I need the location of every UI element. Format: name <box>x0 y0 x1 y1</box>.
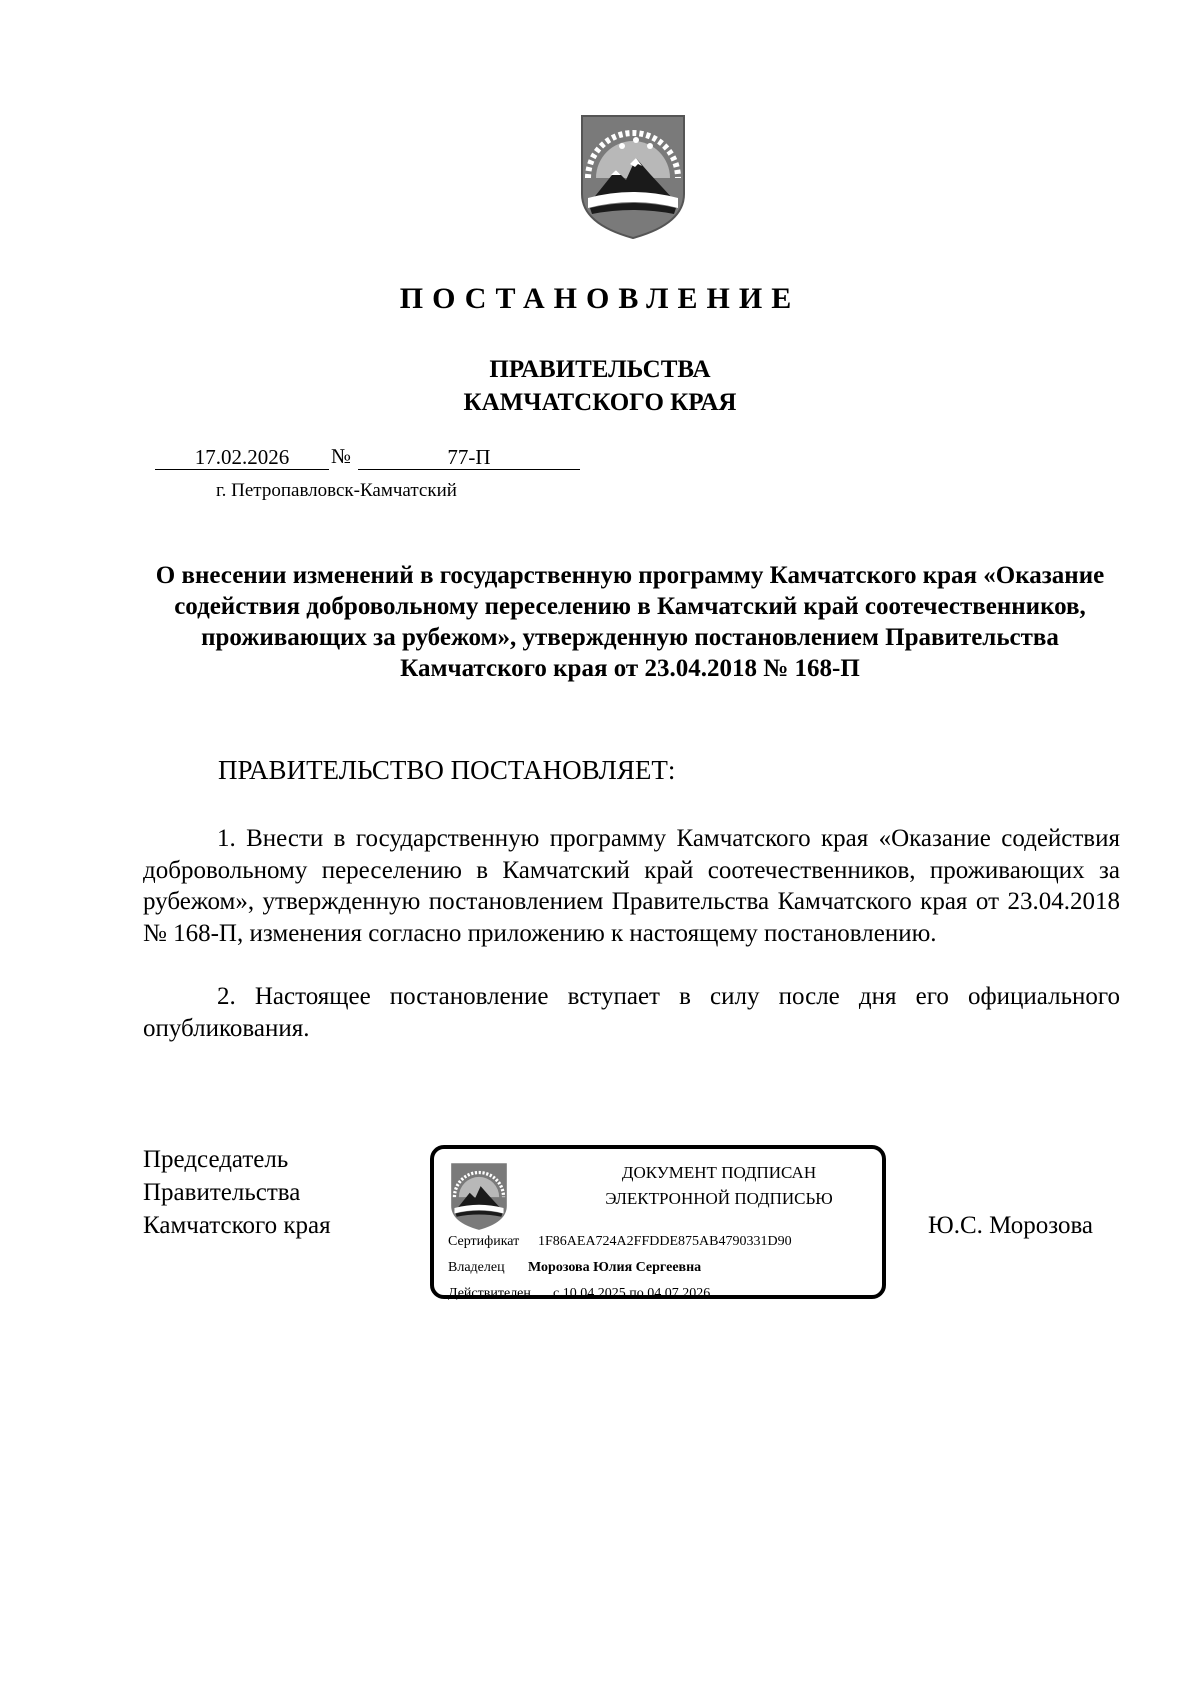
document-number: 77-П <box>358 445 580 470</box>
electronic-signature-stamp <box>430 1145 886 1299</box>
issuer-line-2: КАМЧАТСКОГО КРАЯ <box>463 389 737 416</box>
issuer-line-1: ПРАВИТЕЛЬСТВА <box>489 356 711 383</box>
document-date: 17.02.2026 <box>155 445 329 470</box>
decree-phrase: ПРАВИТЕЛЬСТВО ПОСТАНОВЛЯЕТ: <box>218 755 676 785</box>
decree-item-1: 1. Внести в государственную программу Камчатского края «Оказание содействия добровольному переселению в Камчатский край соотечественников, проживающих за рубежом», утвержденную постановлением Правительства Камчатского края от 23.04.2018 № 168-П, изменения согласно приложению к настоящему постановлению. <box>143 825 1120 947</box>
kamchatka-coat-of-arms-icon <box>578 112 688 240</box>
owner-value: Морозова Юлия Сергеевна <box>528 1260 702 1275</box>
stamp-validity-row <box>448 1286 710 1302</box>
decree-item-2: 2. Настоящее постановление вступает в силу после дня его официального опубликования. <box>143 983 1120 1042</box>
signatory-name: Ю.С. Морозова <box>928 1212 1094 1239</box>
owner-label: Владелец <box>448 1260 505 1275</box>
document-type-title: ПОСТАНОВЛЕНИЕ <box>399 282 801 315</box>
signatory-position-line-3: Камчатского края <box>143 1212 331 1239</box>
stamp-owner-row <box>448 1260 701 1276</box>
stamp-heading-line-2: ЭЛЕКТРОННОЙ ПОДПИСЬЮ <box>605 1189 833 1208</box>
signatory-position-line-1: Председатель <box>143 1146 289 1173</box>
certificate-value: 1F86AEA724A2FFDDE875AB4790331D90 <box>538 1234 792 1249</box>
validity-value: с 10.04.2025 по 04.07.2026 <box>553 1286 711 1301</box>
stamp-heading-line-1: ДОКУМЕНТ ПОДПИСАН <box>621 1163 817 1182</box>
document-subject: О внесении изменений в государственную программу Камчатского края «Оказание содействия добровольному переселению в Камчатский край соотечественников, проживающих за рубежом», утвержденную постановлением Правительства Камчатского края от 23.04.2018 № 168-П <box>155 562 1105 682</box>
validity-label: Действителен <box>448 1286 531 1301</box>
number-sign: № <box>331 444 352 468</box>
stamp-coat-of-arms-icon <box>449 1159 509 1233</box>
signatory-position-line-2: Правительства <box>143 1179 301 1206</box>
certificate-label: Сертификат <box>448 1234 520 1249</box>
stamp-certificate-row <box>448 1234 792 1250</box>
city-of-issue: г. Петропавловск-Камчатский <box>216 480 457 501</box>
